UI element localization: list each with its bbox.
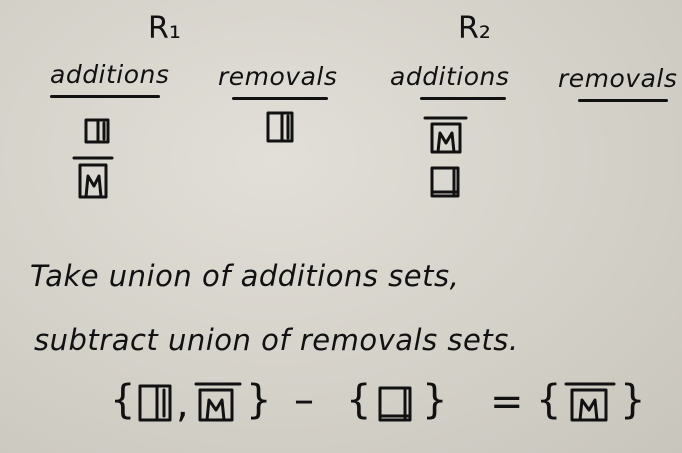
equation-square-with-line-icon: [140, 386, 170, 420]
equation-minus: –: [294, 377, 314, 423]
equation-open-brace-1: {: [110, 377, 136, 423]
equation-close-brace-2: }: [422, 377, 448, 423]
arch-box-icon: [425, 118, 466, 152]
equation-close-brace-1: }: [246, 377, 272, 423]
instruction-line-1: Take union of additions sets,: [30, 259, 460, 293]
equation-arch-box-icon: [196, 384, 240, 420]
r1-additions-heading: additions: [50, 60, 170, 89]
r2-removals-heading: removals: [558, 64, 678, 93]
r2-additions-underline: [420, 97, 506, 100]
replica-1-label: R₁: [148, 11, 181, 46]
r2-additions-heading: additions: [390, 62, 510, 91]
square-with-shade-icon: [432, 168, 458, 196]
r1-removals-underline: [232, 97, 328, 100]
r1-removals-heading: removals: [218, 62, 338, 91]
equation-equals: =: [490, 379, 524, 425]
arch-box-icon: [74, 158, 112, 197]
instruction-line-2: subtract union of removals sets.: [34, 323, 519, 357]
equation-result-arch-box-icon: [566, 384, 614, 420]
replica-2-label: R₂: [458, 11, 491, 46]
equation-comma: ,: [176, 381, 189, 427]
equation-open-brace-2: {: [346, 377, 372, 423]
equation-open-brace-3: {: [536, 377, 562, 423]
r2-removals-underline: [578, 99, 668, 102]
equation-square-with-shade-icon: [380, 388, 410, 420]
r1-additions-underline: [50, 95, 160, 98]
square-with-line-icon: [86, 120, 108, 142]
square-with-line-icon: [268, 113, 292, 141]
equation-close-brace-3: }: [620, 377, 646, 423]
